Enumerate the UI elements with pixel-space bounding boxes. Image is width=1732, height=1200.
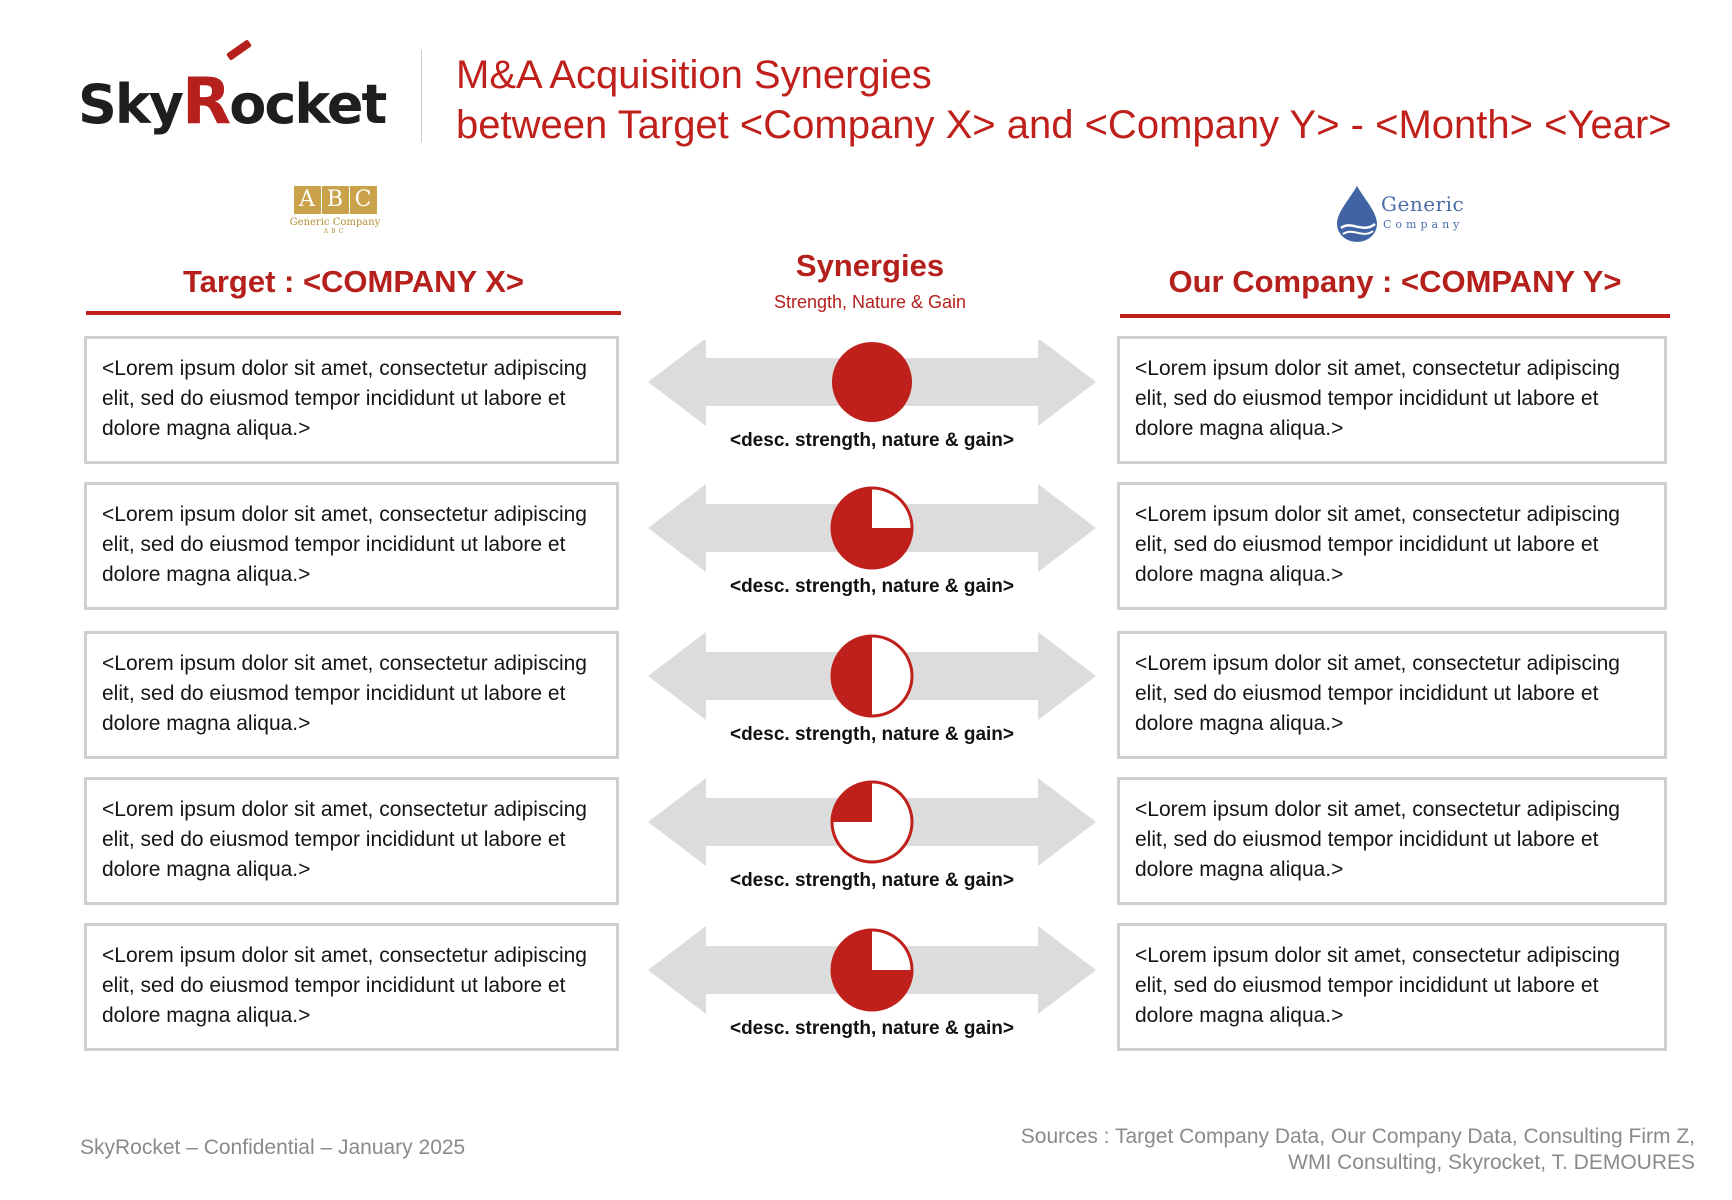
target-box-5: <Lorem ipsum dolor sit amet, consectetur adipiscing elit, sed do eiusmod tempor incididunt ut labore et dolore magna aliqua.>: [84, 923, 619, 1051]
page-title: [456, 50, 1672, 150]
our-company-title-underline: [1120, 314, 1670, 318]
title-line-2: between Target <Company X> and <Company Y> - <Month> <Year>: [456, 103, 1672, 147]
generic-company-logo: [1333, 182, 1473, 242]
synergy-caption: <desc. strength, nature & gain>: [729, 576, 1015, 597]
sources-line-2: WMI Consulting, Skyrocket, T. DEMOURES: [1288, 1151, 1695, 1174]
abc-company-logo: [278, 186, 392, 242]
footer-confidential: SkyRocket – Confidential – January 2025: [80, 1136, 466, 1159]
footer-sources: [920, 1124, 1695, 1176]
synergy-caption: <desc. strength, nature & gain>: [729, 870, 1015, 891]
target-box-3: <Lorem ipsum dolor sit amet, consectetur adipiscing elit, sed do eiusmod tempor incididunt ut labore et dolore magna aliqua.>: [84, 631, 619, 759]
abc-letter: B: [322, 186, 349, 214]
generic-logo-line1: Generic: [1381, 192, 1465, 216]
target-box-1: <Lorem ipsum dolor sit amet, consectetur adipiscing elit, sed do eiusmod tempor incididunt ut labore et dolore magna aliqua.>: [84, 336, 619, 464]
generic-logo-line2: Company: [1383, 218, 1464, 231]
logo-suffix: ocket: [229, 73, 386, 136]
sources-line-1: Sources : Target Company Data, Our Company Data, Consulting Firm Z,: [1020, 1125, 1695, 1148]
header-divider: [421, 50, 422, 142]
water-drop-icon: [1335, 184, 1379, 242]
harvey-ball-fill: [832, 782, 872, 822]
abc-letter-boxes: [278, 186, 392, 214]
synergy-caption: <desc. strength, nature & gain>: [729, 1018, 1015, 1039]
synergies-title: Synergies: [795, 248, 945, 283]
our-company-box-2: <Lorem ipsum dolor sit amet, consectetur adipiscing elit, sed do eiusmod tempor incididunt ut labore et dolore magna aliqua.>: [1117, 482, 1667, 610]
logo-r: R: [182, 65, 230, 139]
logo-prefix: Sky: [78, 73, 183, 136]
target-title-underline: [86, 311, 621, 315]
our-company-box-3: <Lorem ipsum dolor sit amet, consectetur adipiscing elit, sed do eiusmod tempor incididunt ut labore et dolore magna aliqua.>: [1117, 631, 1667, 759]
abc-logo-caption: Generic Company: [289, 217, 381, 228]
abc-logo-subcaption: ABC: [323, 228, 347, 235]
synergy-caption: <desc. strength, nature & gain>: [729, 724, 1015, 745]
our-company-column-title: Our Company : <COMPANY Y>: [1168, 264, 1622, 299]
synergy-caption: <desc. strength, nature & gain>: [729, 430, 1015, 451]
our-company-box-4: <Lorem ipsum dolor sit amet, consectetur adipiscing elit, sed do eiusmod tempor incididunt ut labore et dolore magna aliqua.>: [1117, 777, 1667, 905]
target-column-title: Target : <COMPANY X>: [182, 264, 525, 299]
our-company-box-1: <Lorem ipsum dolor sit amet, consectetur adipiscing elit, sed do eiusmod tempor incididunt ut labore et dolore magna aliqua.>: [1117, 336, 1667, 464]
title-line-1: M&A Acquisition Synergies: [456, 53, 932, 97]
synergy-rows-graphic: [640, 340, 1100, 1070]
target-box-2: <Lorem ipsum dolor sit amet, consectetur adipiscing elit, sed do eiusmod tempor incididunt ut labore et dolore magna aliqua.>: [84, 482, 619, 610]
target-box-4: <Lorem ipsum dolor sit amet, consectetur adipiscing elit, sed do eiusmod tempor incididunt ut labore et dolore magna aliqua.>: [84, 777, 619, 905]
logo-accent-mark: [226, 39, 252, 60]
abc-letter: C: [350, 186, 377, 214]
our-company-box-5: <Lorem ipsum dolor sit amet, consectetur adipiscing elit, sed do eiusmod tempor incididunt ut labore et dolore magna aliqua.>: [1117, 923, 1667, 1051]
logo-wordmark: [78, 65, 386, 139]
skyrocket-logo: [78, 40, 386, 140]
harvey-ball-fill: [832, 636, 872, 716]
abc-letter: A: [294, 186, 321, 214]
harvey-ball-full: [832, 342, 912, 422]
synergies-subtitle: Strength, Nature & Gain: [773, 292, 967, 312]
